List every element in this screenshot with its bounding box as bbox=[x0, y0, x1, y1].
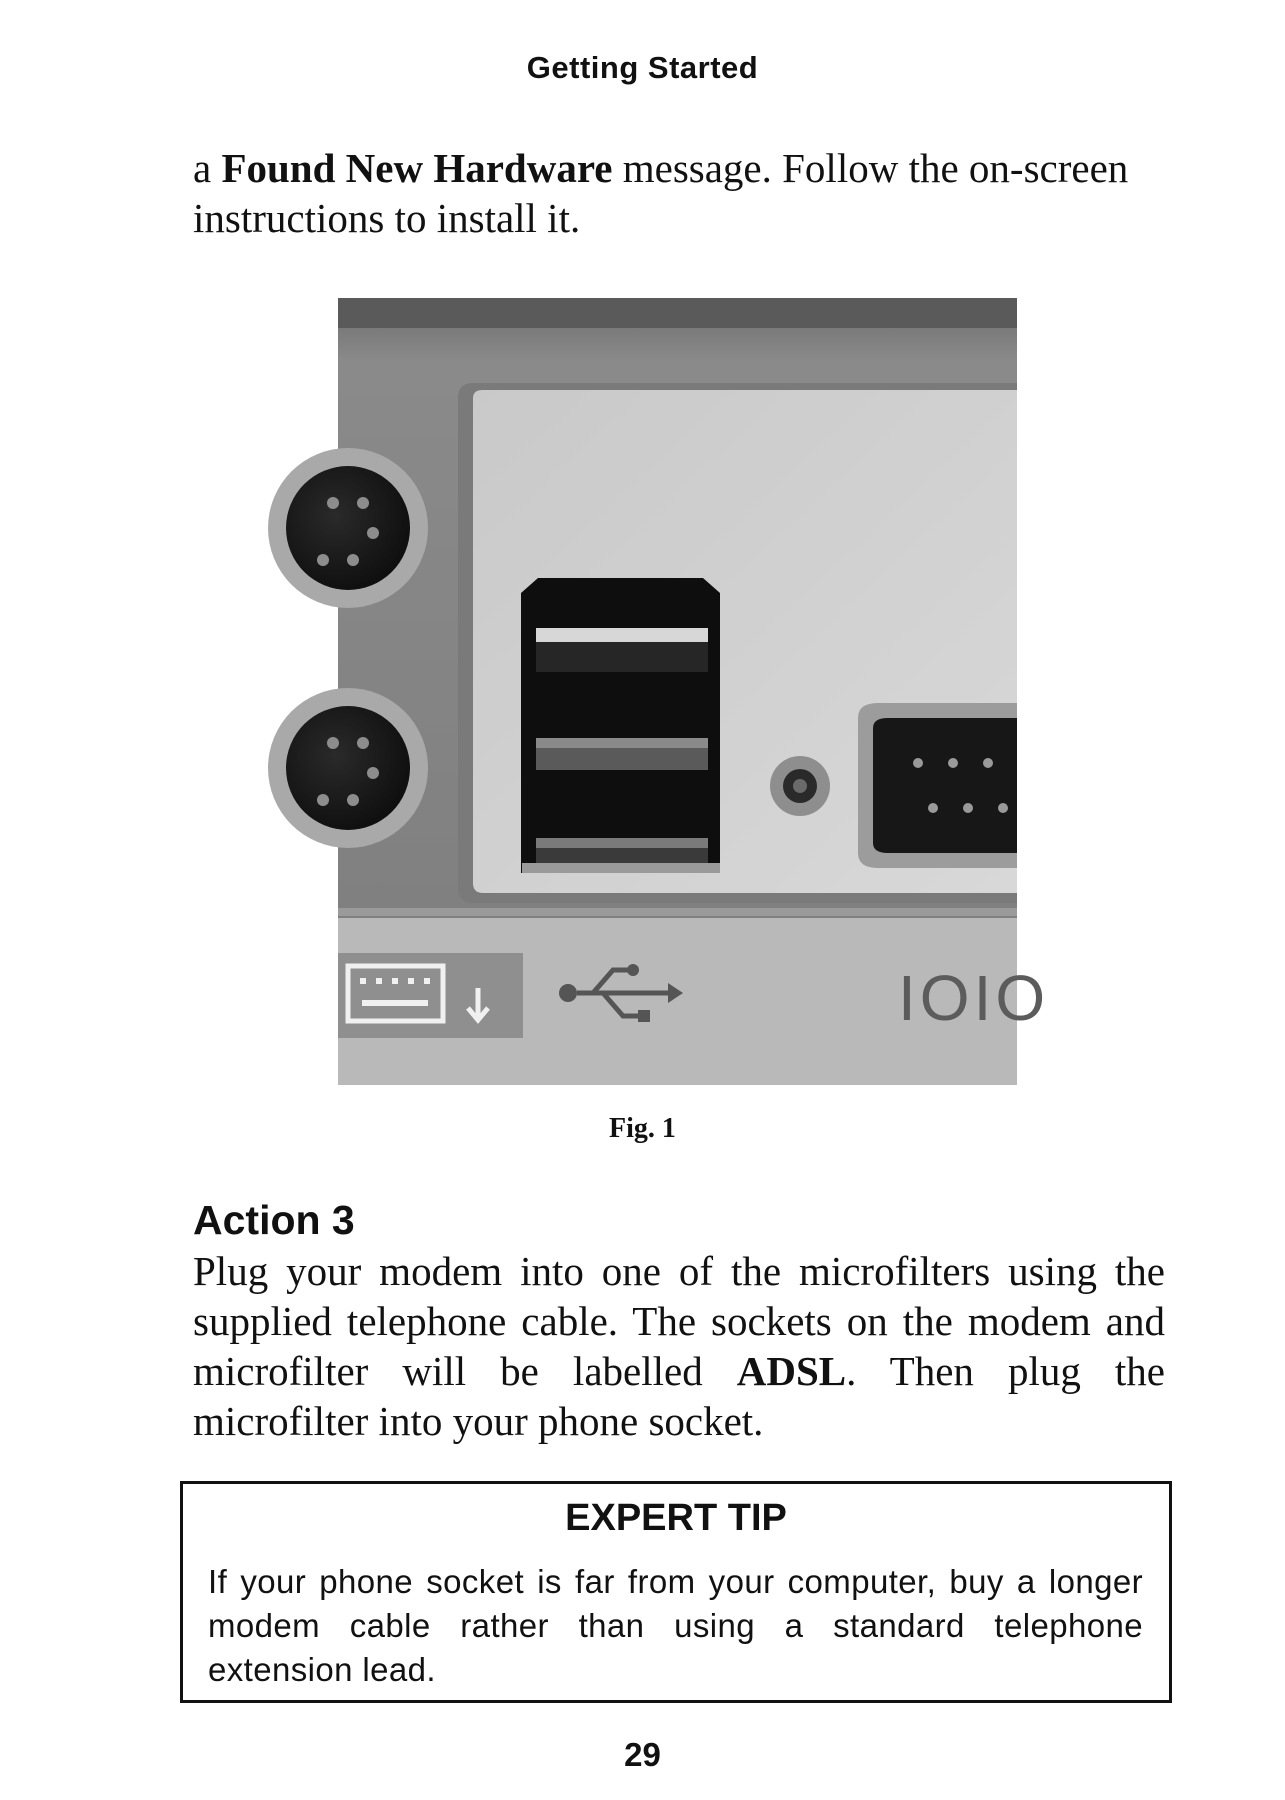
ps2-port-bottom bbox=[268, 688, 428, 848]
serial-port-label: IOIO bbox=[898, 962, 1050, 1034]
rear-panel-photo bbox=[338, 298, 1050, 1085]
expert-tip-title: EXPERT TIP bbox=[565, 1497, 787, 1539]
keyboard-label-icon bbox=[338, 953, 523, 1038]
intro-text-before: a bbox=[193, 145, 222, 191]
action-heading: Action 3 bbox=[193, 1197, 355, 1243]
intro-text-after: message. Follow the on-screen instructions to install it. bbox=[193, 145, 1129, 241]
ps2-port-top bbox=[268, 448, 428, 608]
running-header: Getting Started bbox=[526, 50, 759, 85]
action-text-after: . Then plug the microfilter into your phone socket. bbox=[193, 1348, 1165, 1444]
figure-caption: Fig. 1 bbox=[609, 1113, 676, 1144]
intro-paragraph bbox=[193, 143, 1165, 243]
action-paragraph bbox=[193, 1246, 1165, 1446]
action-text-before: Plug your modem into one of the microfilters using the supplied telephone cable. The sockets on the modem and microfilter will be labelled bbox=[193, 1248, 1165, 1394]
expert-tip-text: If your phone socket is far from your computer, buy a longer modem cable rather than using a standard telephone extension lead. bbox=[208, 1563, 1143, 1688]
action-bold-term: ADSL bbox=[736, 1348, 847, 1394]
page-number: 29 bbox=[624, 1736, 661, 1773]
intro-bold-term: Found New Hardware bbox=[221, 145, 613, 191]
expert-tip-box bbox=[180, 1481, 1172, 1703]
usb-ports bbox=[521, 578, 720, 873]
